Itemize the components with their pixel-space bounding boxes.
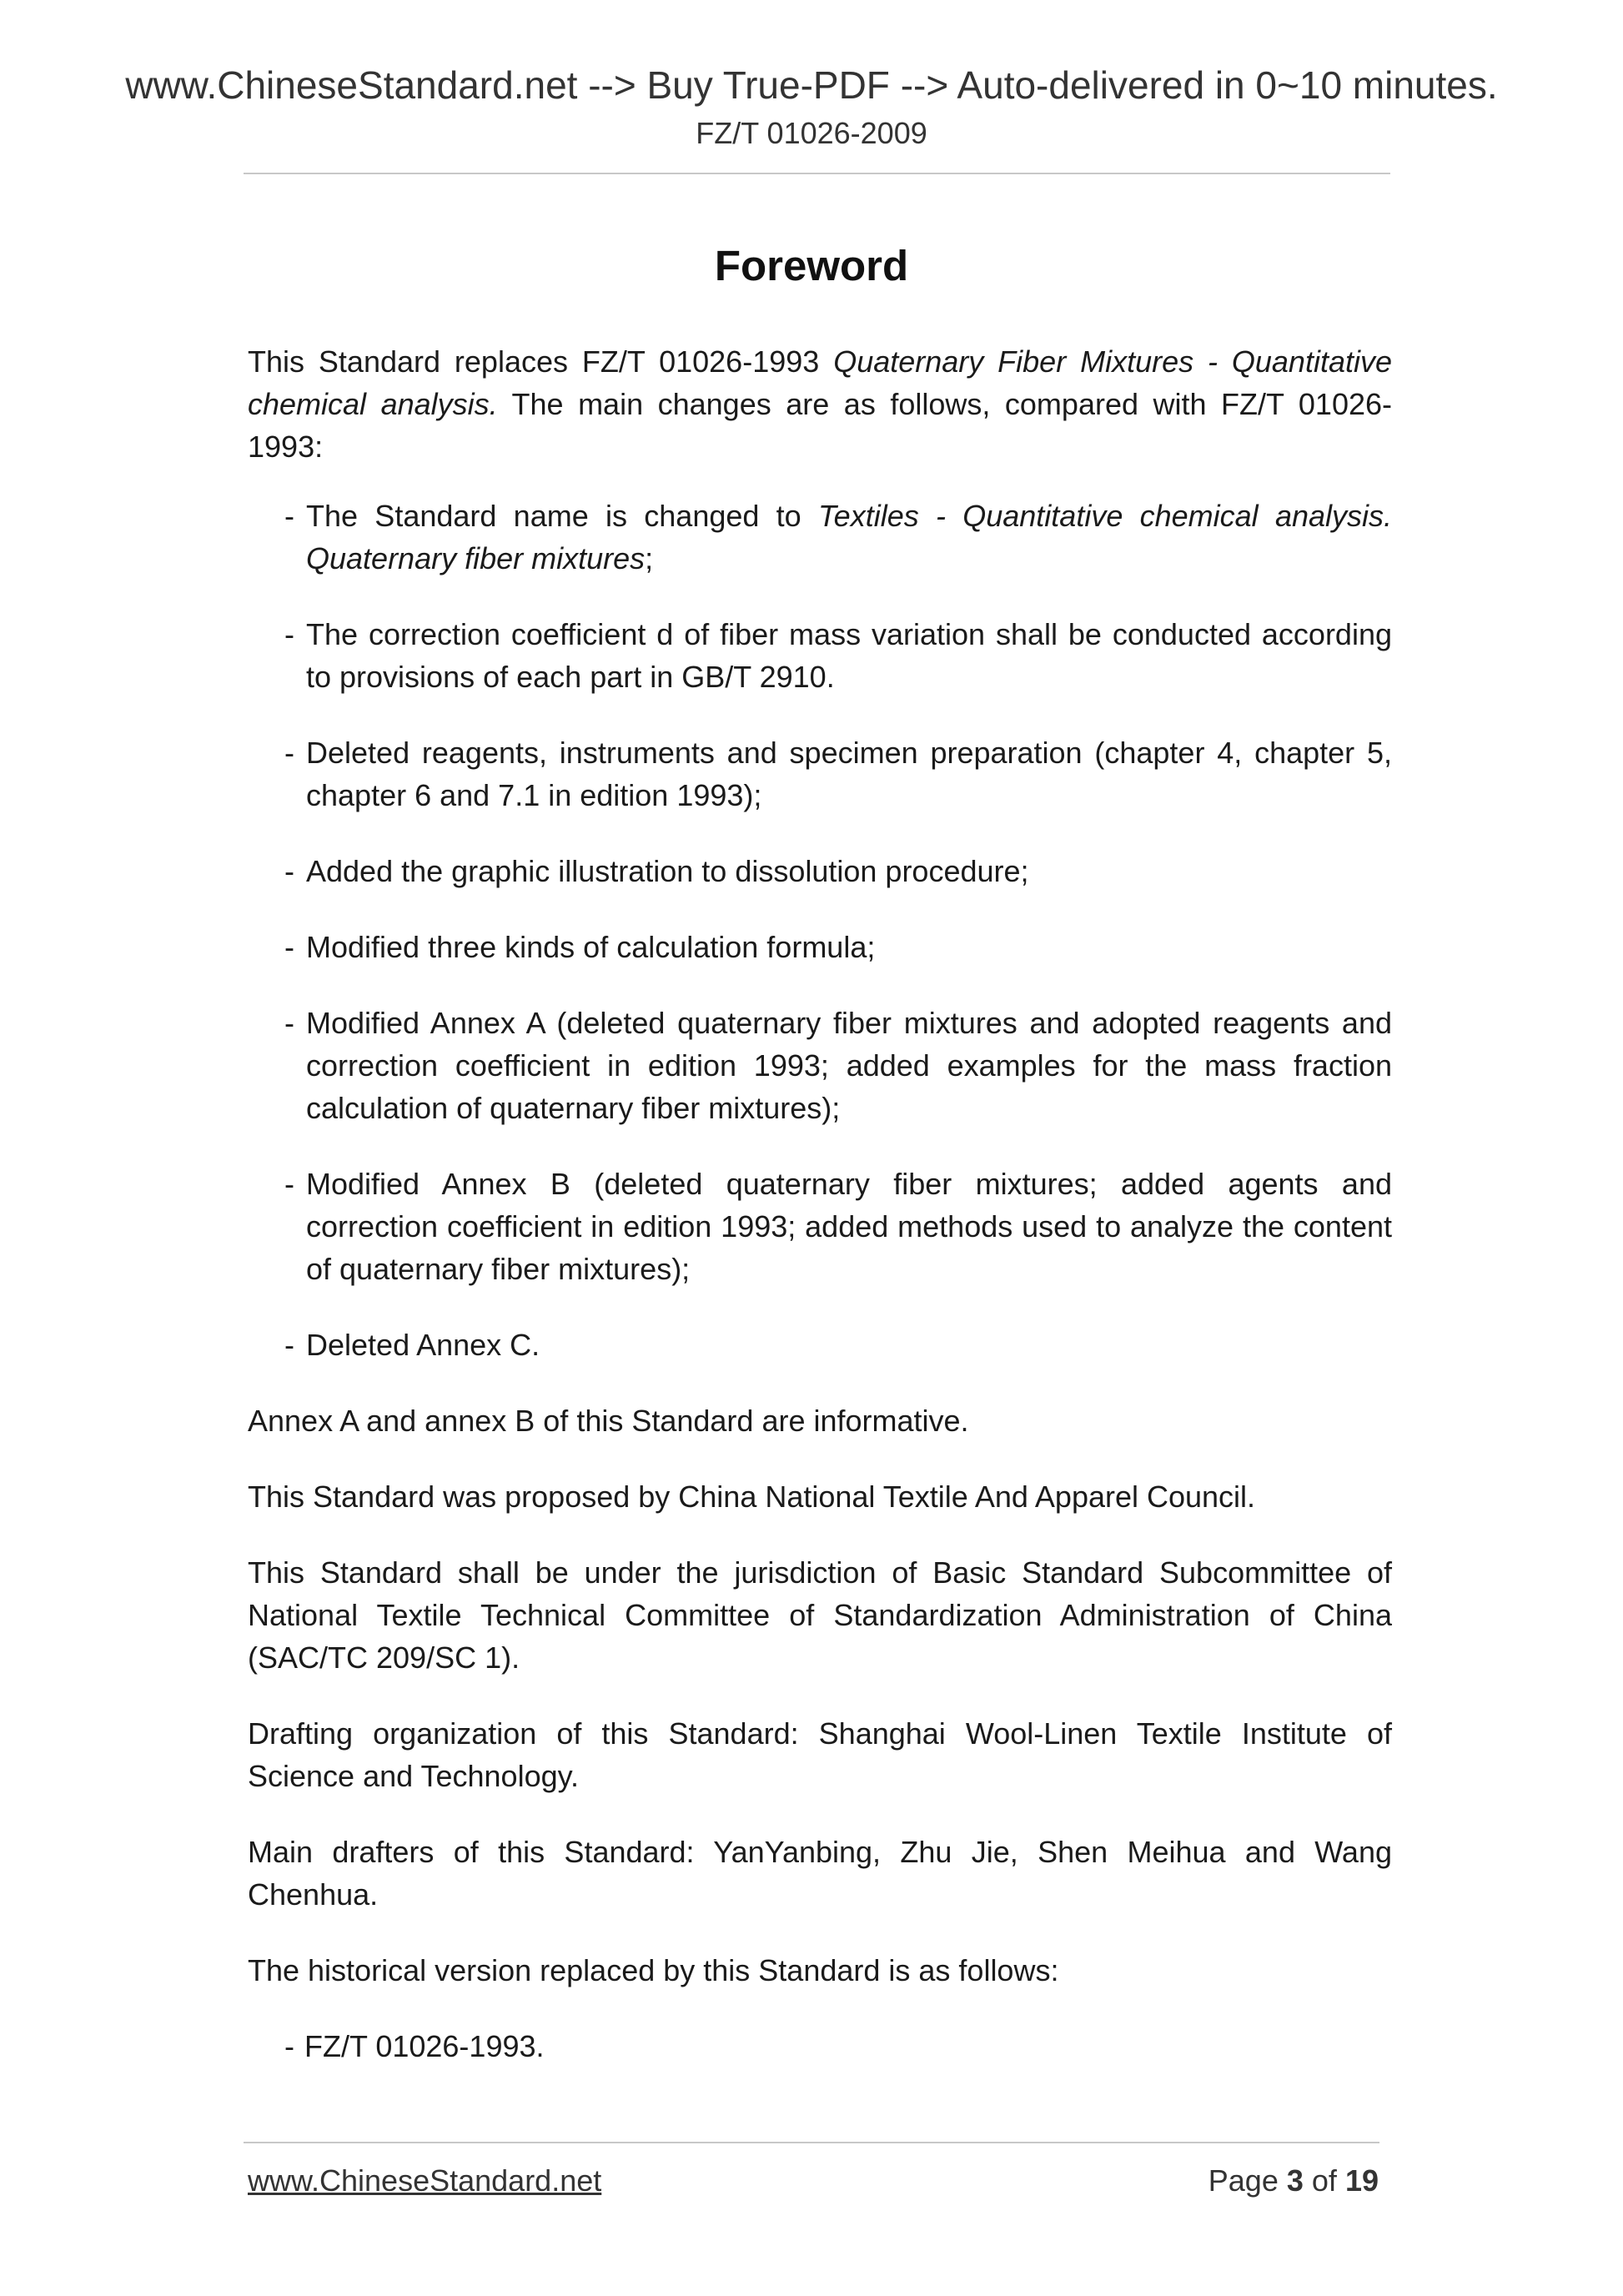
list-dash: - [284,499,294,533]
list-item-text: Modified three kinds of calculation formula; [306,930,876,964]
list-item-text: The correction coefficient d of fiber mass variation shall be conducted according to provisions of each part in GB/T 2910. [306,617,1392,694]
list-item-text: ; [645,541,654,575]
intro-title-italic: Quaternary Fiber Mixtures - Quantitative chemical analysis. [248,344,1392,421]
list-item [248,1002,1392,1129]
list-item [248,926,1392,968]
intro-text-1: This Standard replaces FZ/T 01026-1993 [248,344,834,379]
list-item [248,2025,1392,2067]
list-dash: - [284,1006,294,1040]
drafting-paragraph: Drafting organization of this Standard: Shanghai Wool-Linen Textile Institute of Science and Technology. [248,1716,1392,1793]
list-dash: - [284,930,294,964]
list-item [248,1324,1392,1366]
annex-paragraph: Annex A and annex B of this Standard are informative. [248,1404,969,1438]
page-number [1084,2160,1379,2202]
page-of: of [1311,2163,1337,2198]
proposed-paragraph: This Standard was proposed by China National Textile And Apparel Council. [248,1480,1256,1514]
footer-website-link[interactable]: www.ChineseStandard.net [248,2163,602,2198]
list-item-italic: Textiles - Quantitative chemical analysis. Quaternary fiber mixtures [306,499,1393,575]
page-total: 19 [1344,2163,1379,2198]
page-header [0,60,1623,155]
list-dash: - [284,617,294,651]
list-item [248,1163,1392,1290]
list-dash: - [284,854,294,888]
list-item-text: The Standard name is changed to [306,499,818,533]
list-item [248,731,1392,816]
list-dash: - [284,2029,294,2063]
historical-versions-list [248,2025,1392,2067]
header-promo-text: www.ChineseStandard.net --> Buy True-PDF --> Auto-delivered in 0~10 minutes. [125,63,1498,107]
drafters-paragraph: Main drafters of this Standard: YanYanbing, Zhu Jie, Shen Meihua and Wang Chenhua. [248,1835,1392,1912]
list-dash: - [284,1167,294,1201]
footer-divider [244,2142,1379,2143]
page-current: 3 [1286,2163,1304,2198]
header-standard-code: FZ/T 01026-2009 [696,116,927,150]
page-title: Foreword [714,242,909,289]
historical-paragraph: The historical version replaced by this Standard is as follows: [248,1953,1059,1987]
list-item [248,850,1392,892]
list-item-text: Modified Annex B (deleted quaternary fiber mixtures; added agents and correction coefficient in edition 1993; added methods used to analyze the content of quaternary fiber mixtures); [306,1167,1392,1286]
intro-paragraph [248,340,1392,468]
list-dash: - [284,1328,294,1362]
list-item-text: Modified Annex A (deleted quaternary fiber mixtures and adopted reagents and correction coefficient in edition 1993; added examples for the mass fraction calculation of quaternary fiber mixtures); [306,1006,1392,1125]
intro-text-2: The main changes are as follows, compared with FZ/T 01026-1993: [248,387,1392,464]
list-item-text: FZ/T 01026-1993. [304,2029,545,2063]
document-body [248,340,1392,2101]
changes-list [248,495,1392,1366]
list-dash: - [284,736,294,770]
jurisdiction-paragraph: This Standard shall be under the jurisdiction of Basic Standard Subcommittee of National Textile Technical Committee of Standardization Administration of China (SAC/TC 209/SC 1). [248,1555,1392,1675]
list-item-text: Deleted Annex C. [306,1328,540,1362]
page-label: Page [1208,2163,1279,2198]
header-divider [244,173,1390,174]
list-item-text: Added the graphic illustration to dissolution procedure; [306,854,1029,888]
list-item [248,495,1392,580]
list-item [248,613,1392,698]
list-item-text: Deleted reagents, instruments and specimen preparation (chapter 4, chapter 5, chapter 6 and 7.1 in edition 1993); [306,736,1392,812]
